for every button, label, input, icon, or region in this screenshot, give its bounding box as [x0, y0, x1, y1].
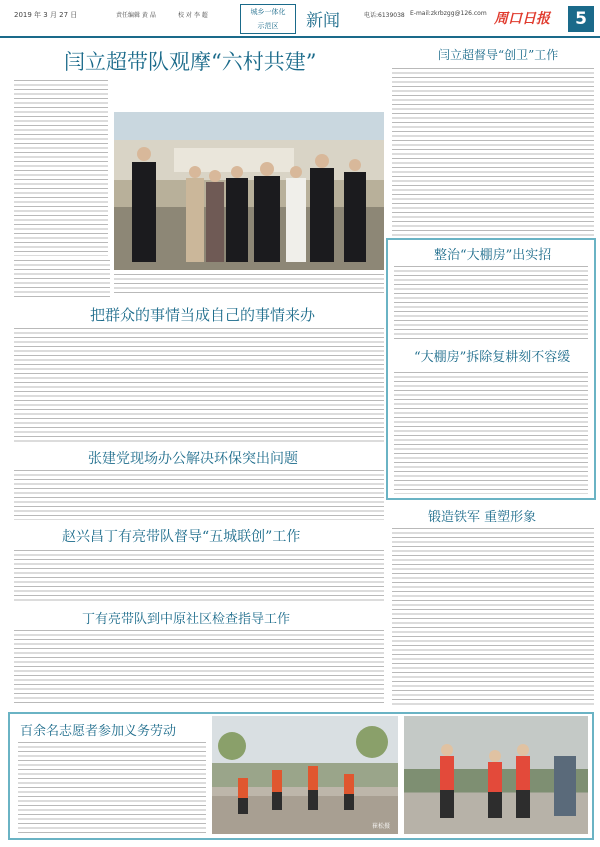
- phone-info: 电话:6139038: [364, 12, 405, 19]
- article-body-2: [392, 66, 594, 236]
- photo-credit: 崔松摄: [371, 823, 390, 830]
- article-body-1: [14, 78, 108, 256]
- photo-people-illustration: [114, 112, 384, 270]
- article-body-9: [14, 628, 384, 706]
- article-title-1: 闫立超带队观摩“六村共建”: [64, 50, 317, 74]
- issue-date: 2019 年 3 月 27 日: [14, 11, 78, 19]
- article-body-3: [394, 264, 588, 342]
- article-title-9: 丁有亮带队到中原社区检查指导工作: [82, 612, 291, 627]
- article-body-1-cont2: [114, 272, 384, 296]
- article-title-7: 赵兴昌丁有亮带队督导“五城联创”工作: [62, 529, 301, 545]
- newspaper-logo: 周口日报: [494, 11, 550, 27]
- volunteer-photo-2: [404, 716, 588, 834]
- channel-line2: 示范区: [257, 22, 279, 30]
- article-title-10: 百余名志愿者参加义务劳动: [20, 724, 177, 739]
- article-title-8: 锻造铁军 重塑形象: [428, 510, 537, 525]
- article-body-6: [14, 468, 384, 520]
- page-number: 5: [568, 6, 594, 32]
- article-body-1-cont: [14, 258, 110, 298]
- article-body-5: [14, 326, 384, 444]
- article-body-4: [394, 370, 588, 494]
- volunteer-photo-1: [212, 716, 398, 834]
- article-title-6: 张建党现场办公解决环保突出问题: [88, 451, 298, 467]
- article-title-4: “大棚房”拆除复耕刻不容缓: [414, 350, 571, 365]
- news-photo-inspection: [114, 112, 384, 270]
- section-title: 新闻: [306, 11, 340, 31]
- article-title-2: 闫立超督导“创卫”工作: [438, 48, 559, 62]
- editor-info: 责任编辑 黄 晶: [116, 12, 156, 19]
- channel-line1: 城乡一体化: [250, 8, 286, 16]
- article-title-3: 整治“大棚房”出实招: [434, 248, 552, 263]
- email-info: E-mail:zkrbzgg@126.com: [410, 10, 487, 17]
- channel-badge: [240, 4, 296, 34]
- page-header: [0, 0, 600, 38]
- proof-info: 校 对 李 超: [178, 12, 208, 19]
- article-title-5: 把群众的事情当成自己的事情来办: [90, 306, 316, 324]
- volunteers-illustration-2: [404, 716, 588, 834]
- volunteers-illustration-1: [212, 716, 398, 834]
- article-body-8: [392, 526, 594, 706]
- article-body-10: [18, 740, 206, 834]
- article-body-7: [14, 548, 384, 602]
